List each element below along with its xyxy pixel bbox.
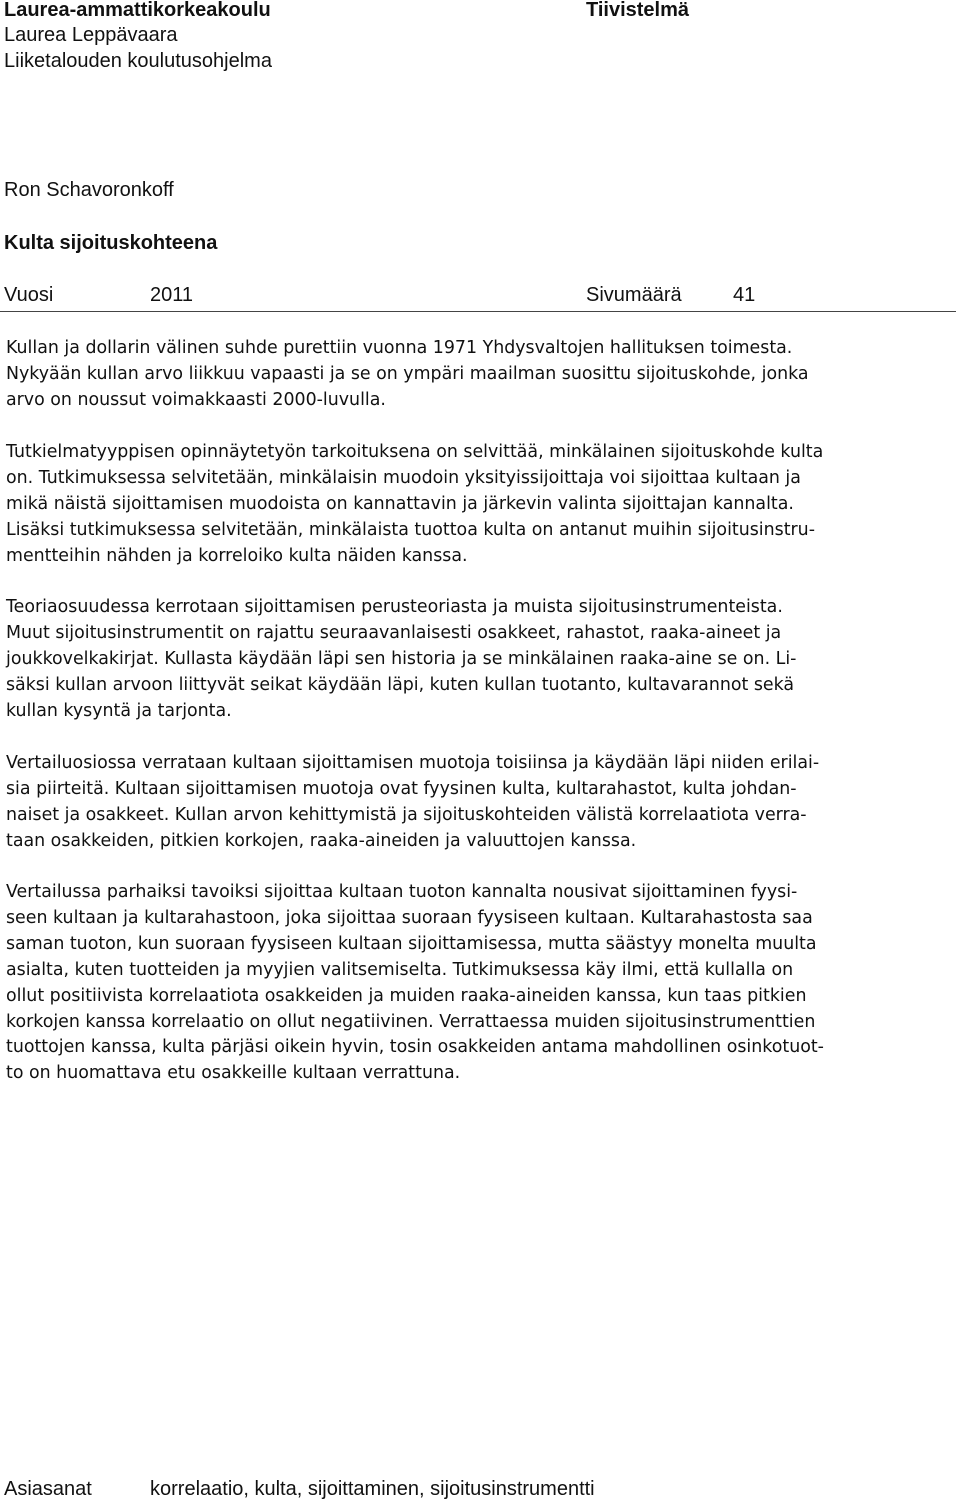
paragraph-line: Tutkielmatyyppisen opinnäytetyön tarkoituksena on selvittää, minkälainen sijoituskohde kulta — [6, 442, 824, 462]
author-name: Ron Schavoronkoff — [4, 179, 174, 201]
paragraph-line: tuottojen kanssa, kulta pärjäsi oikein hyvin, tosin osakkeiden antama mahdollinen osinkotuot- — [6, 1037, 824, 1058]
paragraph-line: Nykyään kullan arvo liikkuu vapaasti ja se on ympäri maailman suosittu sijoituskohde, jonka — [6, 363, 809, 384]
campus-name: Laurea Leppävaara — [4, 24, 178, 46]
keywords-value: korrelaatio, kulta, sijoittaminen, sijoitusinstrumentti — [150, 1478, 595, 1500]
paragraph-line: Kullan ja dollarin välinen suhde purettiin vuonna 1971 Yhdysvaltojen hallituksen toimesta. — [6, 338, 793, 358]
paragraph-line: Teoriaosuudessa kerrotaan sijoittamisen perusteoriasta ja muista sijoitusinstrumenteista. — [6, 597, 783, 617]
abstract-paragraph-3 — [6, 595, 796, 725]
institution-name: Laurea-ammattikorkeakoulu — [4, 0, 271, 21]
programme-name: Liiketalouden koulutusohjelma — [4, 50, 272, 72]
paragraph-line: on. Tutkimuksessa selvitetään, minkälaisin muodoin yksityissijoittaja voi sijoittaa kultaan ja — [6, 467, 801, 488]
header-divider — [0, 311, 956, 312]
abstract-paragraph-5 — [6, 880, 824, 1087]
year-label: Vuosi — [4, 284, 54, 306]
paragraph-line: ollut positiivista korrelaatiota osakkeiden ja muiden raaka-aineiden kanssa, kun taas pitkien — [6, 985, 807, 1006]
paragraph-line: saman tuoton, kun suoraan fyysiseen kultaan sijoittamisessa, mutta säästyy monelta muulta — [6, 933, 817, 954]
keywords-label: Asiasanat — [4, 1478, 92, 1500]
pages-label: Sivumäärä — [586, 284, 682, 306]
paragraph-line: Vertailussa parhaiksi tavoiksi sijoittaa kultaan tuoton kannalta nousivat sijoittaminen fyysi- — [6, 882, 798, 902]
paragraph-line: Lisäksi tutkimuksessa selvitetään, minkälaista tuottoa kulta on antanut muihin sijoitusinstru- — [6, 519, 815, 540]
paragraph-line: seen kultaan ja kultarahastoon, joka sijoittaa suoraan fyysiseen kultaan. Kultarahastosta saa — [6, 907, 813, 928]
abstract-paragraph-1 — [6, 336, 809, 414]
thesis-title: Kulta sijoituskohteena — [4, 232, 218, 254]
pages-value: 41 — [733, 284, 756, 306]
paragraph-line: säksi kullan arvoon liittyvät seikat käydään läpi, kuten kullan tuotanto, kultavarannot sekä — [6, 674, 795, 695]
abstract-paragraph-4 — [6, 751, 819, 855]
paragraph-line: sia piirteitä. Kultaan sijoittamisen muotoja ovat fyysinen kulta, kultarahastot, kulta johdan- — [6, 778, 797, 799]
paragraph-line: korkojen kanssa korrelaatio on ollut negatiivinen. Verrattaessa muiden sijoitusinstrumenttien — [6, 1011, 816, 1032]
paragraph-line: kullan kysyntä ja tarjonta. — [6, 700, 232, 721]
paragraph-line: mentteihin nähden ja korreloiko kulta näiden kanssa. — [6, 545, 468, 566]
paragraph-line: to on huomattava etu osakkeille kultaan verrattuna. — [6, 1063, 461, 1084]
abstract-paragraph-2 — [6, 440, 823, 570]
paragraph-line: taan osakkeiden, pitkien korkojen, raaka-aineiden ja valuuttojen kanssa. — [6, 830, 637, 851]
year-value: 2011 — [150, 284, 194, 306]
paragraph-line: naiset ja osakkeet. Kullan arvon kehittymistä ja sijoituskohteiden välistä korrelaatiota verra- — [6, 804, 807, 825]
paragraph-line: Muut sijoitusinstrumentit on rajattu seuraavanlaisesti osakkeet, rahastot, raaka-aineet ja — [6, 622, 782, 643]
paragraph-line: asialta, kuten tuotteiden ja myyjien valitsemiselta. Tutkimuksessa käy ilmi, että kullalla on — [6, 959, 794, 980]
paragraph-line: arvo on noussut voimakkaasti 2000-luvulla. — [6, 389, 386, 410]
paragraph-line: Vertailuosiossa verrataan kultaan sijoittamisen muotoja toisiinsa ja käydään läpi niiden erilai- — [6, 753, 820, 773]
document-type: Tiivistelmä — [586, 0, 690, 21]
paragraph-line: mikä näistä sijoittamisen muodoista on kannattavin ja järkevin valinta sijoittajan kannalta. — [6, 493, 794, 514]
paragraph-line: joukkovelkakirjat. Kullasta käydään läpi sen historia ja se minkälainen raaka-aine se on. Li- — [6, 648, 797, 669]
